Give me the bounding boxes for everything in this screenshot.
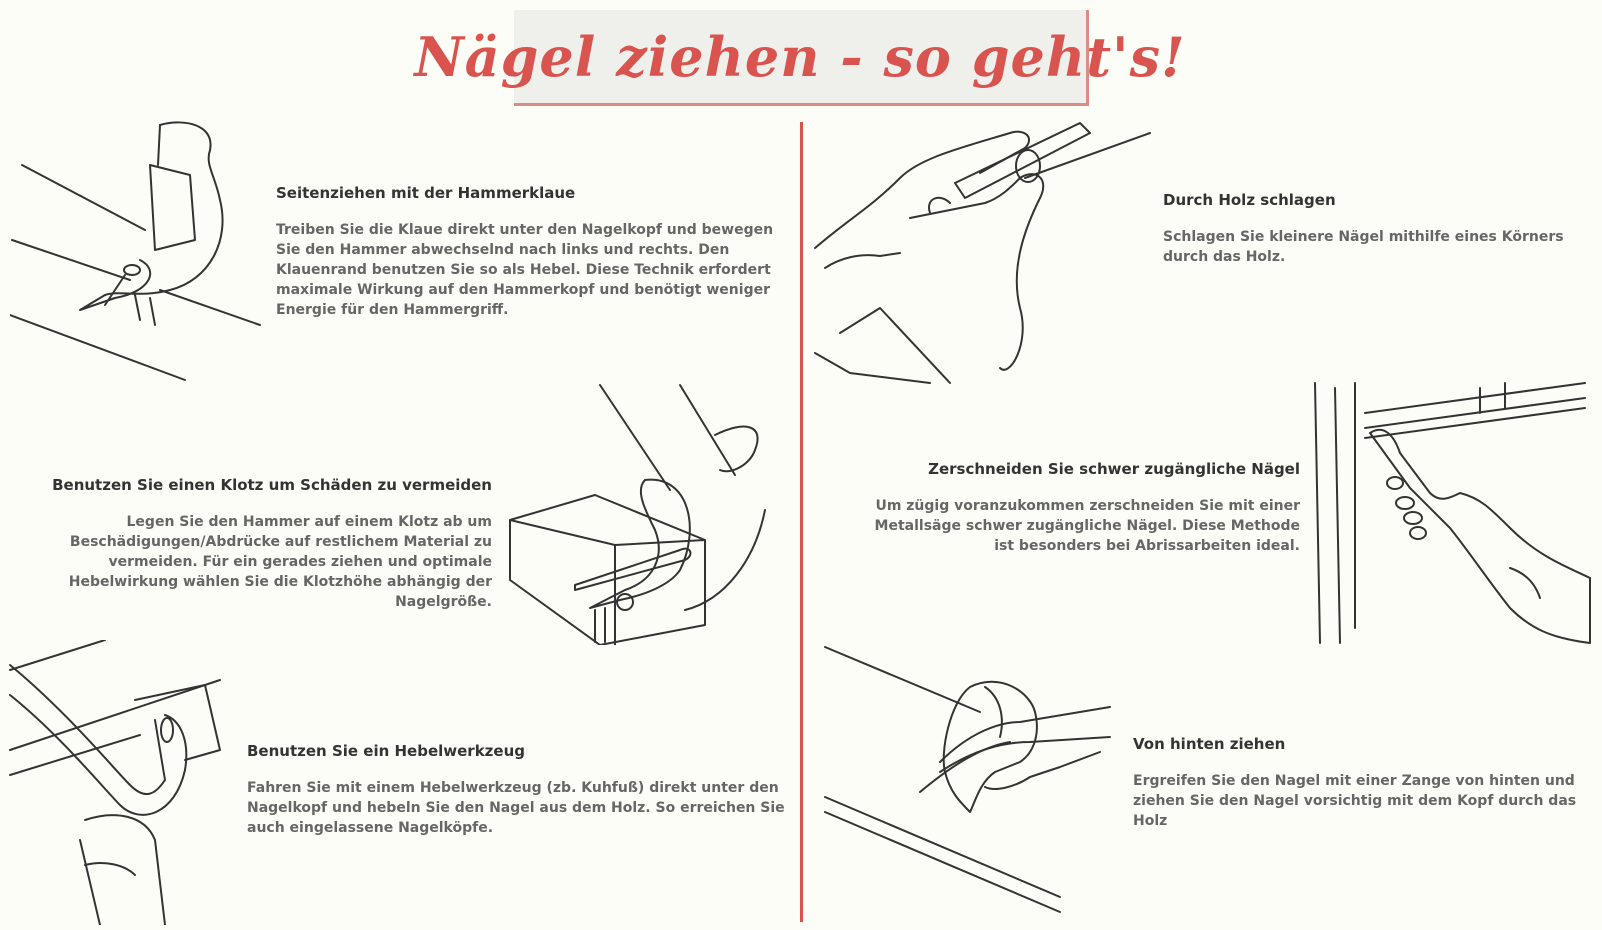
step-pull-from-behind <box>1133 735 1595 831</box>
step-text: Treiben Sie die Klaue direkt unter den Nagelkopf und bewegen Sie den Hammer abwechselnd nach links und rechts. Den Klauenrand benutzen Sie so als Hebel. Diese Technik erfordert maximale Wirkung auf den Hammerkopf und benötigt weniger Energie für den Hammergriff. <box>276 222 774 318</box>
crowbar-illustration <box>5 640 235 925</box>
step-hammer-claw <box>276 184 776 320</box>
step-heading: Durch Holz schlagen <box>1163 191 1336 209</box>
step-cut-nails <box>868 460 1300 556</box>
nail-punch-illustration <box>810 118 1160 386</box>
step-heading: Zerschneiden Sie schwer zugängliche Nägel <box>928 460 1300 478</box>
step-text: Ergreifen Sie den Nagel mit einer Zange von hinten und ziehen Sie den Nagel vorsichtig mit dem Kopf durch das Holz <box>1133 773 1577 829</box>
step-heading: Benutzen Sie einen Klotz um Schäden zu vermeiden <box>52 476 492 494</box>
step-heading: Von hinten ziehen <box>1133 735 1286 753</box>
hammer-block-illustration <box>505 380 795 645</box>
step-lever-tool <box>247 742 795 838</box>
step-heading: Seitenziehen mit der Hammerklaue <box>276 184 576 202</box>
step-text: Legen Sie den Hammer auf einem Klotz ab um Beschädigungen/Abdrücke auf restlichem Material zu vermeiden. Für ein gerades ziehen und optimale Hebelwirkung wählen Sie die Klotzhöhe abhängig der Nagelgröße. <box>68 514 492 610</box>
saw-cut-illustration <box>1310 378 1595 648</box>
step-text: Fahren Sie mit einem Hebelwerkzeug (zb. Kuhfuß) direkt unter den Nagelkopf und hebeln Sie den Nagel aus dem Holz. So erreichen Sie auch eingelassene Nagelköpfe. <box>247 780 785 836</box>
center-divider <box>800 122 803 922</box>
step-heading: Benutzen Sie ein Hebelwerkzeug <box>247 742 525 760</box>
title-banner <box>414 10 1186 106</box>
pliers-pull-illustration <box>820 642 1120 922</box>
hammer-claw-illustration <box>10 120 270 390</box>
step-punch-through <box>1163 191 1593 267</box>
step-text: Um zügig voranzukommen zerschneiden Sie mit einer Metallsäge schwer zugängliche Nägel. Diese Methode ist besonders bei Abrissarbeiten ideal. <box>874 498 1300 554</box>
step-block <box>20 476 492 612</box>
page-title: Nägel ziehen - so geht's! <box>414 24 1186 89</box>
step-text: Schlagen Sie kleinere Nägel mithilfe eines Körners durch das Holz. <box>1163 229 1564 265</box>
